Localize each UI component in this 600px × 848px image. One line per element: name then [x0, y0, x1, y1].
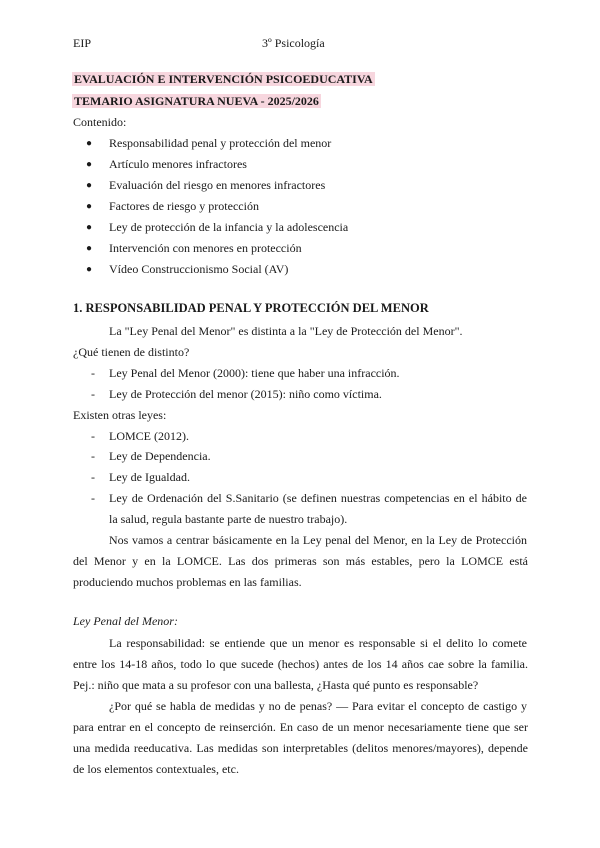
- bullet-icon: ●: [86, 222, 93, 233]
- paragraph-line: ¿Por qué se habla de medidas y no de penas? — Para evitar el concepto de castigo y: [109, 699, 527, 713]
- paragraph-line: de los elementos contextuales, etc.: [73, 762, 239, 776]
- title-highlight: EVALUACIÓN E INTERVENCIÓN PSICOEDUCATIVA: [74, 72, 373, 86]
- paragraph-line: Nos vamos a centrar básicamente en la Ley penal del Menor, en la Ley de Protección: [109, 533, 527, 547]
- dash-marker: -: [91, 491, 95, 505]
- paragraph-line: entre los 14-18 años, todo lo que sucede (hechos) antes de los 14 años cae sobre la familia.: [73, 657, 528, 671]
- bullet-icon: ●: [86, 138, 93, 149]
- intro-text: La "Ley Penal del Menor" es distinta a la "Ley de Protección del Menor".: [109, 324, 463, 338]
- dash-marker: -: [91, 366, 95, 380]
- dash-marker: -: [91, 470, 95, 484]
- dash-marker: -: [91, 449, 95, 463]
- list-item: Ley de Protección del menor (2015): niño como víctima.: [109, 387, 382, 401]
- bullet-icon: ●: [86, 264, 93, 275]
- list-item: Factores de riesgo y protección: [109, 199, 259, 213]
- paragraph-line: Pej.: niño que mata a su profesor con una ballesta, ¿Hasta qué punto es responsable?: [73, 678, 479, 692]
- paragraph-line: para entrar en el concepto de reinserción. En caso de un menor necesariamente tiene que ser: [73, 720, 528, 734]
- list-item: Ley Penal del Menor (2000): tiene que haber una infracción.: [109, 366, 400, 380]
- subtitle-highlight: TEMARIO ASIGNATURA NUEVA - 2025/2026: [74, 94, 319, 108]
- list-item-continuation: la salud, regula bastante parte de nuestro trabajo).: [109, 512, 348, 526]
- section-heading: 1. RESPONSABILIDAD PENAL Y PROTECCIÓN DEL MENOR: [73, 301, 429, 315]
- question-text: ¿Qué tienen de distinto?: [73, 345, 190, 359]
- dash-marker: -: [91, 387, 95, 401]
- list-item: Evaluación del riesgo en menores infractores: [109, 178, 326, 192]
- header-left: EIP: [73, 36, 91, 50]
- list-item: LOMCE (2012).: [109, 429, 189, 443]
- list-item: Ley de Ordenación del S.Sanitario (se definen nuestras competencias en el hábito de: [109, 491, 527, 505]
- document-title: [72, 72, 375, 87]
- other-laws-label: Existen otras leyes:: [73, 408, 167, 422]
- list-item: Ley de Igualdad.: [109, 470, 190, 484]
- list-item: Ley de protección de la infancia y la adolescencia: [109, 220, 349, 234]
- list-item: Intervención con menores en protección: [109, 241, 302, 255]
- header-center: 3º Psicología: [262, 36, 325, 50]
- bullet-icon: ●: [86, 159, 93, 170]
- subheading: Ley Penal del Menor:: [73, 614, 178, 628]
- paragraph-line: del Menor y en la LOMCE. Las dos primeras son más estables, pero la LOMCE está: [73, 554, 528, 568]
- paragraph-line: La responsabilidad: se entiende que un menor es responsable si el delito lo comete: [109, 636, 527, 650]
- list-item: Artículo menores infractores: [109, 157, 247, 171]
- paragraph-line: produciendo muchos problemas en las familias.: [73, 575, 302, 589]
- dash-marker: -: [91, 429, 95, 443]
- bullet-icon: ●: [86, 243, 93, 254]
- list-item: Responsabilidad penal y protección del menor: [109, 136, 332, 150]
- contents-label: Contenido:: [73, 115, 127, 129]
- paragraph-line: una medida reeducativa. Las medidas son interpretables (delitos menores/mayores), depende: [73, 741, 528, 755]
- list-item: Ley de Dependencia.: [109, 449, 211, 463]
- bullet-icon: ●: [86, 201, 93, 212]
- document-subtitle: [72, 94, 321, 109]
- bullet-icon: ●: [86, 180, 93, 191]
- list-item: Vídeo Construccionismo Social (AV): [109, 262, 289, 276]
